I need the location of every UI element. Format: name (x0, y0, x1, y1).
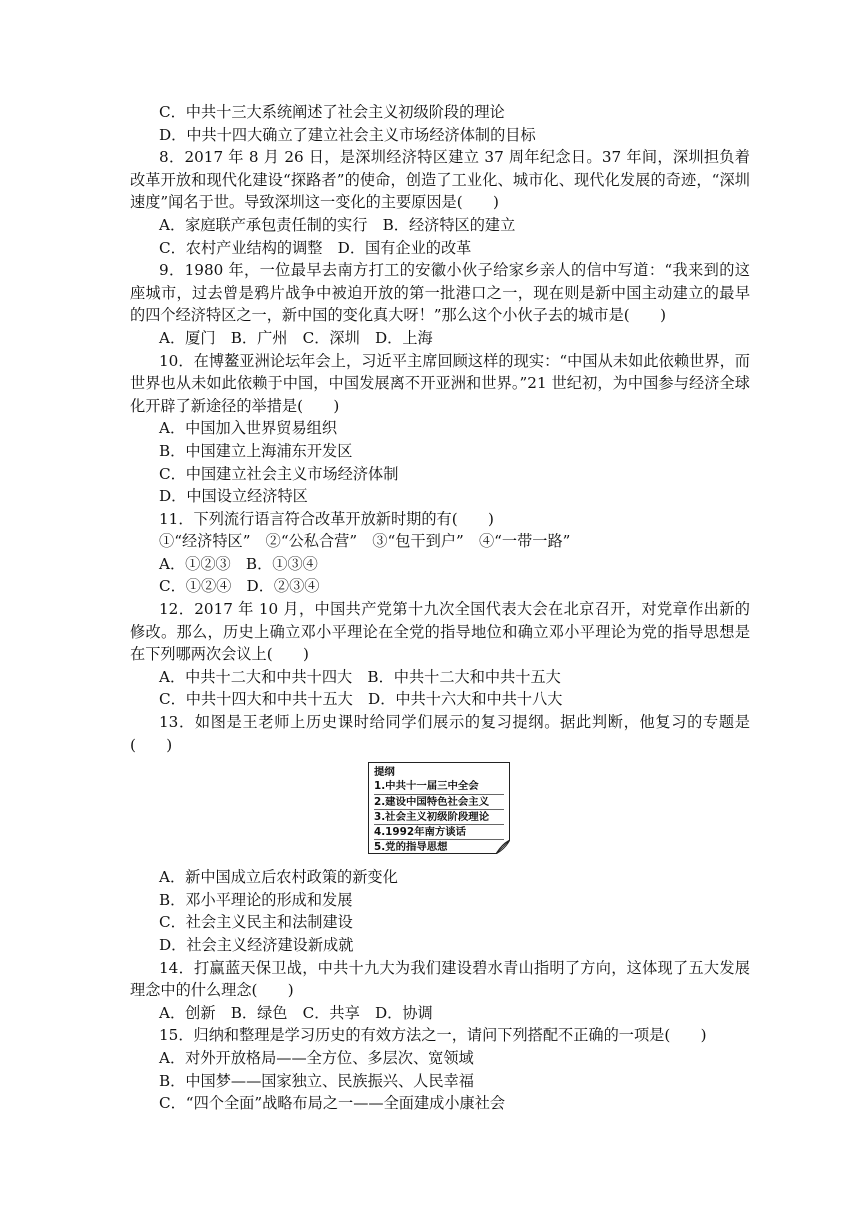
text-line: B．邓小平理论的形成和发展 (159, 890, 353, 909)
questions-block-2 (130, 866, 750, 1115)
text-line: 15．归纳和整理是学习历史的有效方法之一，请问下列搭配不正确的一项是( ) (159, 1026, 707, 1045)
outline-item: 2.建设中国特色社会主义 (374, 795, 504, 810)
text-line: 11．下列流行语言符合改革开放新时期的有( ) (159, 509, 494, 528)
text-line: C．①②④ D．②③④ (159, 577, 320, 596)
text-line: D．中国设立经济特区 (159, 487, 308, 506)
question-paragraph: 12．2017 年 10 月，中国共产党第十九次全国代表大会在北京召开，对党章作出新的修改。那么，历史上确立邓小平理论在全党的指导地位和确立邓小平理论为党的指导思想是在下列哪两次会议上( ) (130, 600, 750, 664)
text-line: B．中国梦——国家独立、民族振兴、人民幸福 (159, 1071, 474, 1090)
text-line: ①“经济特区” ②“公私合营” ③“包干到户” ④“一带一路” (159, 532, 571, 551)
text-line: A．家庭联产承包责任制的实行 B．经济特区的建立 (159, 215, 516, 234)
text-line: D．社会主义经济建设新成就 (159, 936, 354, 954)
text-line: C．中共十四大和中共十五大 D．中共十六大和中共十八大 (159, 690, 563, 709)
outline-figure (130, 760, 750, 864)
outline-item: 1.中共十一届三中全会 (374, 779, 504, 794)
text-line: D．中共十四大确立了建立社会主义市场经济体制的目标 (159, 125, 536, 144)
text-line: B．中国建立上海浦东开发区 (159, 441, 353, 460)
outline-item: 3.社会主义初级阶段理论 (374, 810, 504, 825)
question-body (130, 101, 750, 1115)
text-line: A．①②③ B．①③④ (159, 554, 318, 573)
question-paragraph: 10．在博鳌亚洲论坛年会上，习近平主席回顾这样的现实：“中国从未如此依赖世界，而世界也从未如此依赖于中国，中国发展离不开亚洲和世界。”21 世纪初，为中国参与经济全球化开辟了新途径的举措是( ) (130, 351, 750, 415)
question-paragraph: 14．打赢蓝天保卫战，中共十九大为我们建设碧水青山指明了方向，这体现了五大发展理念中的什么理念( ) (130, 958, 750, 1000)
text-line: C．中国建立社会主义市场经济体制 (159, 464, 399, 483)
outline-items (374, 779, 504, 854)
text-line: A．创新 B．绿色 C．共享 D．协调 (159, 1003, 433, 1022)
outline-title: 提纲 (374, 766, 395, 779)
outline-item: 5.党的指导思想 (374, 841, 448, 854)
question-paragraph: 8．2017 年 8 月 26 日，是深圳经济特区建立 37 周年纪念日。37 年间，深圳担负着改革开放和现代化建设“探路者”的使命，创造了工业化、城市化、现代化发展的奇迹，“深圳速度”闻名于世。导致深圳这一变化的主要原因是( ) (130, 148, 750, 212)
text-line: A．中共十二大和中共十四大 B．中共十二大和中共十五大 (159, 667, 561, 686)
outline-item: 4.1992年南方谈话 (374, 825, 504, 840)
text-line: A．厦门 B．广州 C．深圳 D．上海 (159, 328, 433, 347)
text-line: A．对外开放格局——全方位、多层次、宽领域 (159, 1048, 474, 1067)
page-curl-icon (496, 840, 510, 854)
text-line: C．中共十三大系统阐述了社会主义初级阶段的理论 (159, 103, 505, 121)
question-paragraph: 9．1980 年，一位最早去南方打工的安徽小伙子给家乡亲人的信中写道：“我来到的这座城市，过去曾是鸦片战争中被迫开放的第一批港口之一，现在则是新中国主动建立的最早的四个经济特区之一，新中国的变化真大呀！”那么这个小伙子去的城市是( ) (130, 261, 750, 325)
question-paragraph: 13．如图是王老师上历史课时给同学们展示的复习提纲。据此判断，他复习的专题是( ) (130, 713, 750, 754)
questions-block-1 (130, 101, 750, 756)
review-outline-card (368, 762, 510, 854)
text-line: C．“四个全面”战略布局之一——全面建成小康社会 (159, 1094, 506, 1113)
text-line: A．中国加入世界贸易组织 (159, 419, 338, 438)
text-line: A．新中国成立后农村政策的新变化 (159, 868, 398, 887)
text-line: C．农村产业结构的调整 D．国有企业的改革 (159, 238, 472, 257)
text-line: C．社会主义民主和法制建设 (159, 913, 353, 932)
